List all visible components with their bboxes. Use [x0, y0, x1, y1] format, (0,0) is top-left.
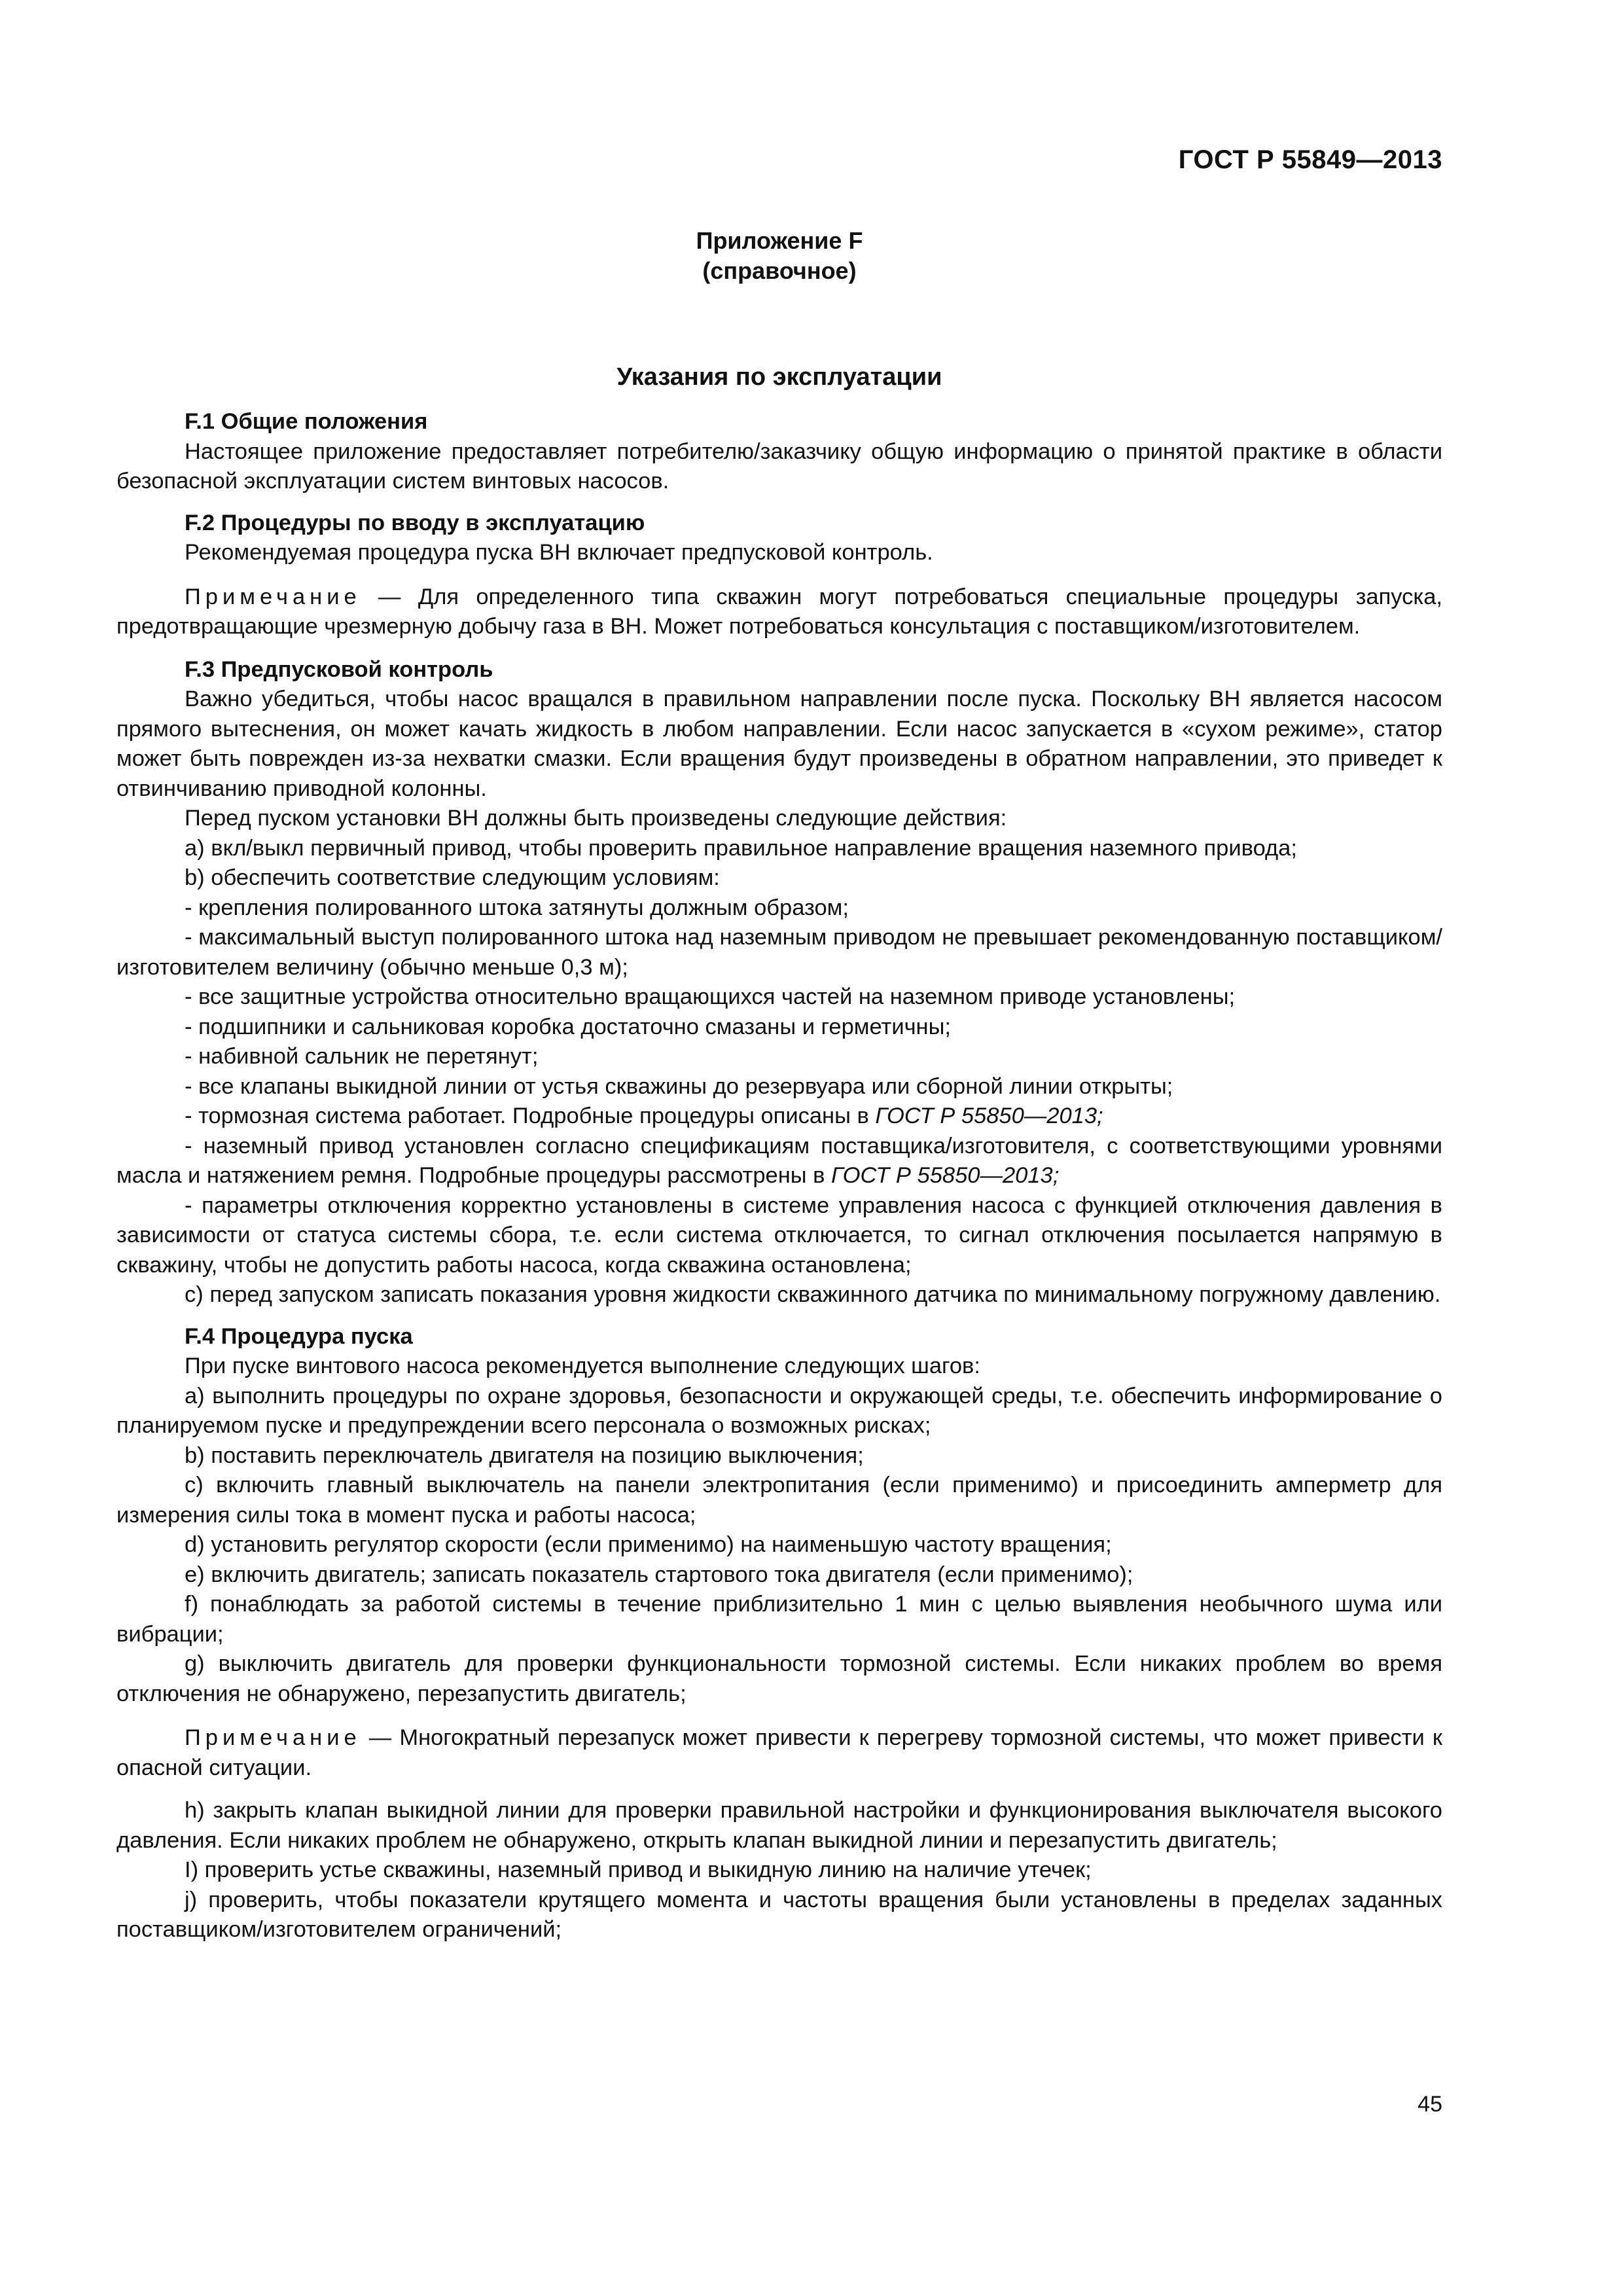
list-item: с) перед запуском записать показания уровня жидкости скважинного датчика по минимальному погружному давлению. — [185, 1282, 1441, 1307]
section-heading-f3: F.3 Предпусковой контроль — [185, 656, 493, 682]
list-item: d) установить регулятор скорости (если применимо) на наименьшую частоту вращения; — [185, 1532, 1112, 1557]
list-item: j) проверить, чтобы показатели крутящего момента и частоты вращения были установлены в пределах заданных поставщиком/изготовителем ограничений; — [116, 1887, 1442, 1942]
list-item: - все клапаны выкидной линии от устья скважины до резервуара или сборной линии открыты; — [185, 1073, 1173, 1099]
section-heading-f1: F.1 Общие положения — [185, 409, 428, 434]
list-item: - крепления полированного штока затянуты должным образом; — [185, 895, 849, 920]
annex-type: (справочное) — [702, 257, 857, 284]
list-item: а) вкл/выкл первичный привод, чтобы проверить правильное направление вращения наземного привода; — [185, 835, 1297, 861]
standard-number: ГОСТ Р 55849—2013 — [1178, 145, 1442, 174]
section-heading-f2: F.2 Процедуры по вводу в эксплуатацию — [185, 510, 645, 535]
paragraph: Настоящее приложение предоставляет потребителю/заказчику общую информацию о принятой практике в области безопасной эксплуатации систем винтовых насосов. — [116, 439, 1442, 493]
paragraph: При пуске винтового насоса рекомендуется выполнение следующих шагов: — [185, 1354, 980, 1378]
note-text: — Для определенного типа скважин могут потребоваться специальные процедуры запуска, предотвращающие чрезмерную добычу газа в ВН. Может потребоваться консультация с поставщиком/изготовителем. — [116, 584, 1442, 639]
list-item: а) выполнить процедуры по охране здоровья, безопасности и окружающей среды, т.е. обеспечить информирование о планируемом пуске и предупреждении всего персонала о возможных рисках; — [116, 1383, 1442, 1438]
annex-label: Приложение F — [696, 227, 863, 254]
list-item — [116, 1102, 1442, 1132]
section-heading-f4: F.4 Процедура пуска — [185, 1323, 413, 1349]
note — [116, 583, 1442, 642]
annex-title: Указания по эксплуатации — [616, 363, 942, 391]
list-item: с) включить главный выключатель на панели электропитания (если применимо) и присоединить амперметр для измерения силы тока в момент пуска и работы насоса; — [116, 1473, 1442, 1528]
standard-reference: ГОСТ Р 55850—2013; — [831, 1163, 1060, 1188]
note-text: — Многократный перезапуск может привести к перегреву тормозной системы, что может привести к опасной ситуации. — [116, 1725, 1442, 1780]
list-item: - все защитные устройства относительно вращающихся частей на наземном приводе установлены; — [185, 984, 1236, 1009]
list-item: b) обеспечить соответствие следующим условиям: — [185, 865, 720, 890]
list-item: - подшипники и сальниковая коробка достаточно смазаны и герметичны; — [185, 1014, 951, 1039]
page-number: 45 — [1418, 2092, 1442, 2117]
list-item-text: - тормозная система работает. Подробные процедуры описаны в — [185, 1103, 876, 1128]
list-item: I) проверить устье скважины, наземный привод и выкидную линию на наличие утечек; — [185, 1857, 1092, 1882]
note-label: Примечание — [185, 1725, 361, 1750]
document-body — [116, 407, 1442, 1945]
standard-reference: ГОСТ Р 55850—2013; — [875, 1103, 1103, 1128]
list-item — [116, 1132, 1442, 1191]
list-item: b) поставить переключатель двигателя на позицию выключения; — [185, 1443, 864, 1468]
paragraph: Рекомендуемая процедура пуска ВН включает предпусковой контроль. — [185, 540, 933, 565]
note — [116, 1723, 1442, 1783]
note-label: Примечание — [185, 584, 361, 609]
list-item: g) выключить двигатель для проверки функциональности тормозной системы. Если никаких проблем во время отключения не обнаружено, перезапустить двигатель; — [116, 1651, 1442, 1706]
annex-header — [116, 226, 1442, 286]
list-item: - набивной сальник не перетянут; — [185, 1044, 539, 1069]
list-item: f) понаблюдать за работой системы в течение приблизительно 1 мин с целью выявления необычного шума или вибрации; — [116, 1592, 1442, 1647]
list-item: е) включить двигатель; записать показатель стартового тока двигателя (если применимо); — [185, 1562, 1133, 1587]
list-item: - параметры отключения корректно установлены в системе управления насоса с функцией отключения давления в зависимости от статуса системы сбора, т.е. если система отключается, то сигнал отключения посылается напрямую в скважину, чтобы не допустить работы насоса, когда скважина остановлена; — [116, 1193, 1442, 1278]
list-item-text: - наземный привод установлен согласно спецификациям поставщика/изготовителя, с соответствующими уровнями масла и натяжением ремня. Подробные процедуры рассмотрены в — [116, 1133, 1442, 1188]
paragraph: Важно убедиться, чтобы насос вращался в правильном направлении после пуска. Поскольку ВН является насосом прямого вытеснения, он может качать жидкость в любом направлении. Если насос запускается в «сухом режиме», статор может быть поврежден из-за нехватки смазки. Если вращения будут произведены в обратном направлении, это приведет к отвинчиванию приводной колонны. — [116, 687, 1442, 801]
list-item: - максимальный выступ полированного штока над наземным приводом не превышает рекомендованную поставщиком/изготовителем величину (обычно меньше 0,3 м); — [116, 925, 1442, 980]
list-item: h) закрыть клапан выкидной линии для проверки правильной настройки и функционирования выключателя высокого давления. Если никаких проблем не обнаружено, открыть клапан выкидной линии и перезапустить двигатель; — [116, 1798, 1442, 1853]
paragraph: Перед пуском установки ВН должны быть произведены следующие действия: — [185, 806, 1007, 831]
